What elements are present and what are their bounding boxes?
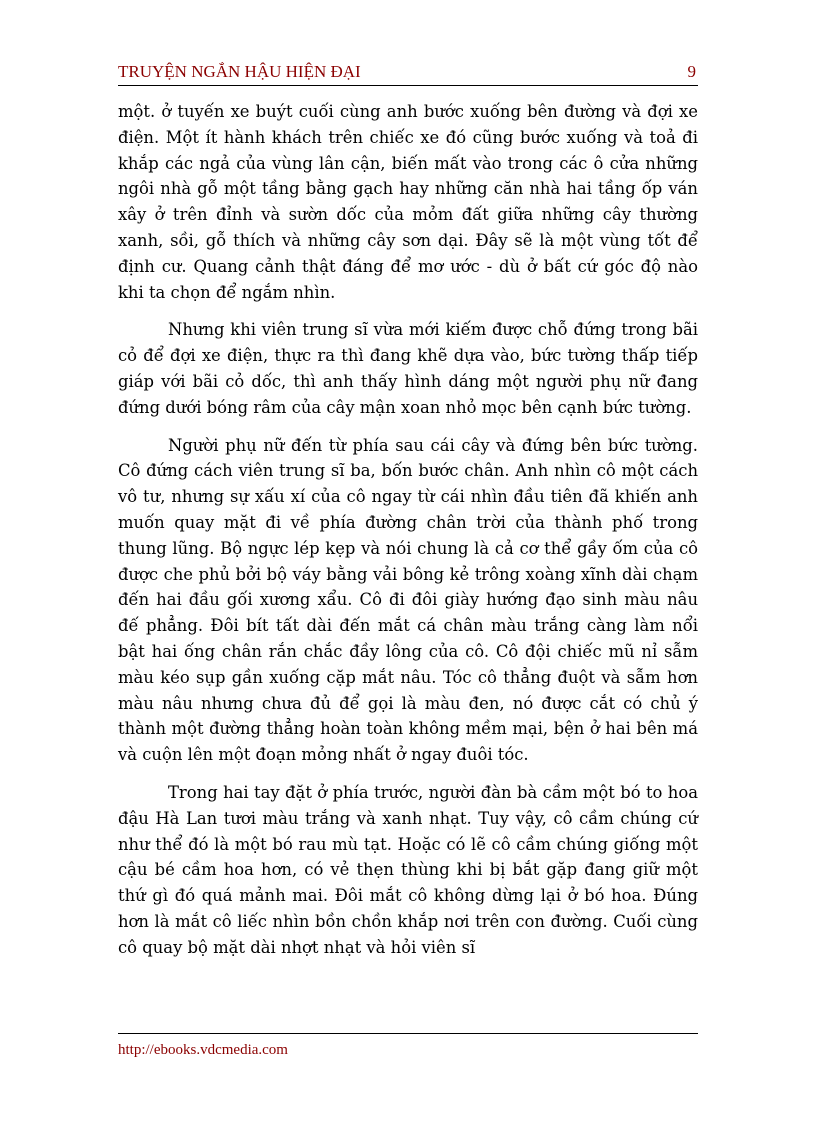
paragraph-4: Trong hai tay đặt ở phía trước, người đàn bà cầm một bó to hoa đậu Hà Lan tươi màu trắng và xanh nhạt. Tuy vậy, cô cầm chúng cứ như thể đó là một bó rau mù tạt. Hoặc có lẽ cô cầm chúng giống một cậu bé cầm hoa hơn, có vẻ thẹn thùng khi bị bắt gặp đang giữ một thứ gì đó quá mảnh mai. Đôi mắt cô không dừng lại ở bó hoa. Đúng hơn là mắt cô liếc nhìn bồn chồn khắp nơi trên con đường. Cuối cùng cô quay bộ mặt dài nhợt nhạt và hỏi viên sĩ (118, 782, 698, 957)
body-text (118, 99, 698, 973)
footer-rule (118, 1033, 698, 1034)
book-title: TRUYỆN NGẮN HẬU HIỆN ĐẠI (118, 62, 361, 81)
footer-url[interactable]: http://ebooks.vdcmedia.com (118, 1042, 288, 1058)
page-number: 9 (687, 62, 696, 81)
paragraph-2: Nhưng khi viên trung sĩ vừa mới kiếm được chỗ đứng trong bãi cỏ để đợi xe điện, thực ra thì đang khẽ dựa vào, bức tường thấp tiếp giáp với bãi cỏ dốc, thì anh thấy hình dáng một người phụ nữ đang đứng dưới bóng râm của cây mận xoan nhỏ mọc bên cạnh bức tường. (118, 320, 698, 417)
paragraph-1: một. ở tuyến xe buýt cuối cùng anh bước xuống bên đường và đợi xe điện. Một ít hành khách trên chiếc xe đó cũng bước xuống và toả đi khắp các ngả của vùng lân cận, biến mất vào trong các ô cửa những ngôi nhà gỗ một tầng bằng gạch hay những căn nhà hai tầng ốp ván xây ở trên đỉnh và sườn dốc của mỏm đất giữa những cây thường xanh, sồi, gỗ thích và những cây sơn dại. Đây sẽ là một vùng tốt để định cư. Quang cảnh thật đáng để mơ ước - dù ở bất cứ góc độ nào khi ta chọn để ngắm nhìn. (118, 102, 698, 302)
header-rule (118, 85, 698, 86)
paragraph-3: Người phụ nữ đến từ phía sau cái cây và đứng bên bức tường. Cô đứng cách viên trung sĩ ba, bốn bước chân. Anh nhìn cô một cách vô tư, nhưng sự xấu xí của cô ngay từ cái nhìn đầu tiên đã khiến anh muốn quay mặt đi về phía đường chân trời của thành phố trong thung lũng. Bộ ngực lép kẹp và nói chung là cả cơ thể gầy ốm của cô được che phủ bởi bộ váy bằng vải bông kẻ trông xoàng xĩnh dài chạm đến hai đầu gối xương xẩu. Cô đi đôi giày hướng đạo sinh màu nâu đế phẳng. Đôi bít tất dài đến mắt cá chân màu trắng càng làm nổi bật hai ống chân rắn chắc đầy lông của cô. Cô đội chiếc mũ nỉ sẫm màu kéo sụp gần xuống cặp mắt nâu. Tóc cô thẳng đuột và sẫm hơn màu nâu nhưng chưa đủ để gọi là màu đen, nó được cắt có chủ ý thành một đường thẳng hoàn toàn không mềm mại, bện ở hai bên má và cuộn lên một đoạn mỏng nhất ở ngay đuôi tóc. (118, 435, 698, 765)
page-header (118, 60, 698, 86)
